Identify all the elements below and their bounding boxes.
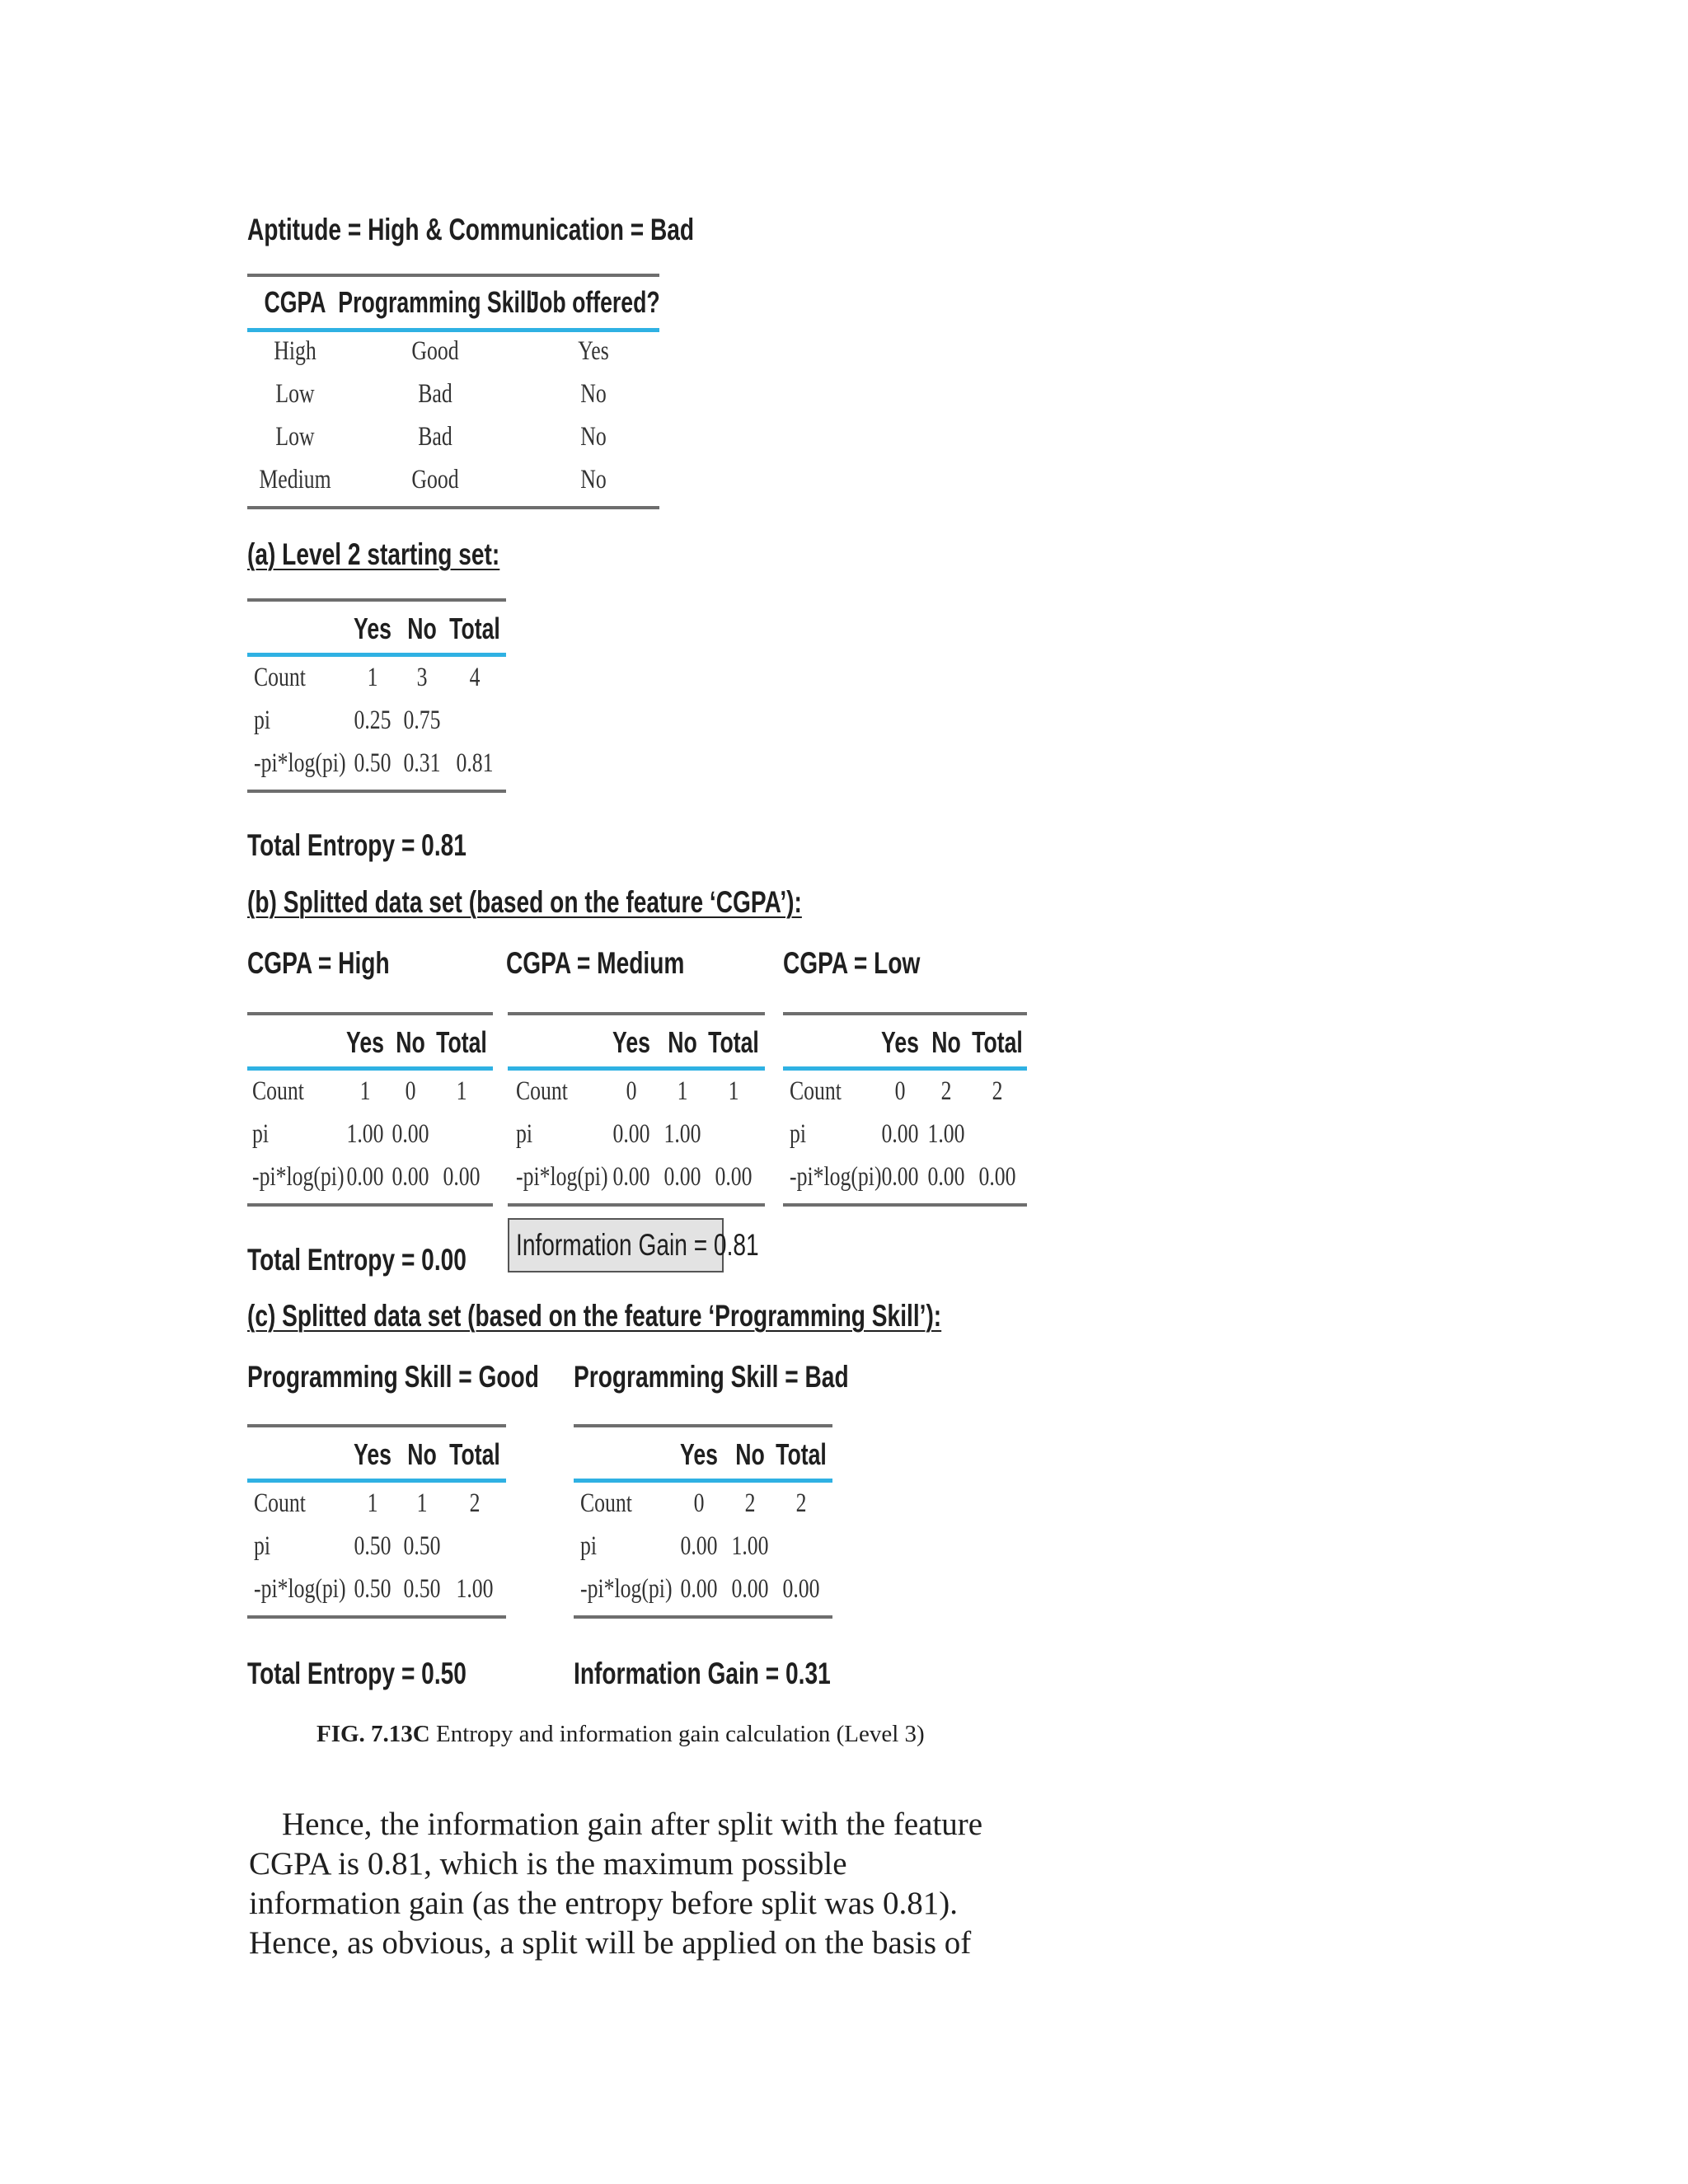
table-cell: 0.00 — [731, 1574, 769, 1604]
row-label-pi: pi — [790, 1119, 807, 1149]
table-cell: Low — [275, 422, 315, 452]
row-label-pi: pi — [580, 1531, 598, 1561]
table-cell: 1 — [359, 1076, 371, 1106]
row-label-count: Count — [790, 1076, 842, 1106]
cgpa-high-table — [247, 1012, 493, 1207]
col-header-yes: Yes — [346, 1025, 384, 1059]
row-label-entropy-term: -pi*log(pi) — [516, 1162, 608, 1192]
col-header-programming-skill: Programming Skill — [338, 285, 532, 319]
table-cell: Good — [411, 336, 459, 366]
row-label-entropy-term: -pi*log(pi) — [254, 748, 346, 778]
table-cell: 0.00 — [392, 1162, 429, 1192]
table-cell: High — [274, 336, 316, 366]
figure-caption-text: Entropy and information gain calculation (Level 3) — [429, 1721, 925, 1747]
table-cell: 0.25 — [354, 705, 392, 735]
col-header-total: Total — [972, 1025, 1023, 1059]
paragraph-line: Hence, as obvious, a split will be applied on the basis of — [249, 1925, 972, 1961]
table-cell: Good — [411, 465, 459, 494]
figure-number: FIG. 7.13C — [316, 1721, 430, 1747]
col-header-no: No — [668, 1025, 697, 1059]
skill-bad-title: Programming Skill = Bad — [574, 1360, 849, 1394]
table-cell: 0.00 — [612, 1162, 650, 1192]
table-cell: 0.00 — [927, 1162, 965, 1192]
row-label-pi: pi — [254, 705, 271, 735]
skill-good-table — [247, 1424, 506, 1619]
table-cell: 0.00 — [715, 1162, 753, 1192]
col-header-yes: Yes — [612, 1025, 650, 1059]
col-header-cgpa: CGPA — [264, 285, 326, 319]
row-label-count: Count — [580, 1488, 632, 1518]
table-cell: 0.00 — [663, 1162, 701, 1192]
section-a-label: (a) Level 2 starting set: — [247, 537, 500, 571]
col-header-yes: Yes — [354, 612, 392, 645]
cgpa-medium-title: CGPA = Medium — [506, 946, 685, 980]
col-header-no: No — [396, 1025, 425, 1059]
col-header-yes: Yes — [354, 1437, 392, 1471]
information-gain-box — [508, 1218, 759, 1272]
table-cell: 1 — [728, 1076, 739, 1106]
body-paragraph — [249, 1805, 1147, 1963]
figure-caption — [316, 1721, 925, 1748]
row-label-pi: pi — [252, 1119, 270, 1149]
col-header-total: Total — [449, 612, 500, 645]
col-header-no: No — [407, 612, 437, 645]
section-c-information-gain: Information Gain = 0.31 — [574, 1657, 831, 1690]
table-cell: 0.81 — [456, 748, 494, 778]
table-cell: 0.00 — [346, 1162, 384, 1192]
col-header-no: No — [735, 1437, 765, 1471]
row-label-count: Count — [516, 1076, 568, 1106]
col-header-total: Total — [449, 1437, 500, 1471]
cgpa-high-title: CGPA = High — [247, 946, 390, 980]
col-header-job-offered: Job offered? — [527, 285, 660, 319]
table-cell: 1.00 — [927, 1119, 965, 1149]
table-cell: No — [580, 422, 607, 452]
table-cell: 2 — [744, 1488, 756, 1518]
row-label-count: Count — [252, 1076, 304, 1106]
section-a-total-entropy: Total Entropy = 0.81 — [247, 828, 467, 862]
table-cell: No — [580, 379, 607, 409]
table-cell: Bad — [418, 379, 452, 409]
table-cell: 0.50 — [354, 1531, 392, 1561]
row-label-entropy-term: -pi*log(pi) — [580, 1574, 673, 1604]
table-cell: 0.75 — [403, 705, 441, 735]
col-header-total: Total — [708, 1025, 759, 1059]
paragraph-line: information gain (as the entropy before split was 0.81). — [249, 1886, 958, 1921]
information-gain-value: Information Gain = 0.81 — [516, 1228, 759, 1262]
col-header-total: Total — [436, 1025, 487, 1059]
section-b-total-entropy: Total Entropy = 0.00 — [247, 1243, 467, 1277]
table-cell: 1 — [416, 1488, 428, 1518]
table-cell: 0.50 — [354, 748, 392, 778]
table-cell: 0.00 — [881, 1119, 919, 1149]
table-cell: Yes — [578, 336, 609, 366]
table-cell: 2 — [795, 1488, 807, 1518]
figure-heading: Aptitude = High & Communication = Bad — [247, 213, 695, 246]
table-cell: 0.00 — [881, 1162, 919, 1192]
table-cell: 0.00 — [782, 1574, 820, 1604]
table-cell: 0.50 — [403, 1531, 441, 1561]
table-cell: 0.00 — [612, 1119, 650, 1149]
table-cell: 0 — [894, 1076, 906, 1106]
section-c-total-entropy: Total Entropy = 0.50 — [247, 1657, 467, 1690]
table-cell: 0.50 — [403, 1574, 441, 1604]
table-cell: Medium — [259, 465, 331, 494]
table-cell: 2 — [940, 1076, 952, 1106]
table-cell: 0 — [405, 1076, 416, 1106]
row-label-pi: pi — [254, 1531, 271, 1561]
paragraph-line: CGPA is 0.81, which is the maximum possible — [249, 1846, 847, 1882]
table-cell: 0 — [693, 1488, 705, 1518]
col-header-yes: Yes — [881, 1025, 919, 1059]
table-cell: 1.00 — [456, 1574, 494, 1604]
table-cell: 3 — [416, 663, 428, 692]
table-cell: 4 — [469, 663, 481, 692]
table-cell: 0.00 — [680, 1531, 718, 1561]
cgpa-medium-table — [508, 1012, 765, 1207]
paragraph-line: Hence, the information gain after split with the feature — [282, 1807, 983, 1842]
table-cell: 1 — [367, 1488, 378, 1518]
skill-bad-table — [574, 1424, 832, 1619]
table-cell: 1 — [456, 1076, 467, 1106]
table-cell: 0.00 — [680, 1574, 718, 1604]
col-header-total: Total — [776, 1437, 827, 1471]
table-cell: Bad — [418, 422, 452, 452]
row-label-entropy-term: -pi*log(pi) — [254, 1574, 346, 1604]
table-cell: 0.00 — [978, 1162, 1016, 1192]
row-label-entropy-term: -pi*log(pi) — [252, 1162, 345, 1192]
table-cell: 0.50 — [354, 1574, 392, 1604]
section-c-label: (c) Splitted data set (based on the feature ‘Programming Skill’): — [247, 1299, 942, 1333]
table-cell: Low — [275, 379, 315, 409]
section-a-table — [247, 598, 506, 793]
col-header-no: No — [407, 1437, 437, 1471]
section-b-label: (b) Splitted data set (based on the feature ‘CGPA’): — [247, 885, 802, 919]
table-cell: 1 — [367, 663, 378, 692]
table-cell: 0.31 — [403, 748, 441, 778]
table-cell: 1.00 — [346, 1119, 384, 1149]
cgpa-low-table — [783, 1012, 1027, 1207]
col-header-no: No — [931, 1025, 961, 1059]
table-cell: 0 — [626, 1076, 637, 1106]
table-cell: No — [580, 465, 607, 494]
row-label-count: Count — [254, 1488, 306, 1518]
table-cell: 1 — [677, 1076, 688, 1106]
table-cell: 1.00 — [731, 1531, 769, 1561]
table-cell: 0.00 — [392, 1119, 429, 1149]
table-cell: 0.00 — [443, 1162, 481, 1192]
col-header-yes: Yes — [680, 1437, 718, 1471]
main-data-table — [247, 274, 659, 509]
cgpa-low-title: CGPA = Low — [783, 946, 921, 980]
row-label-count: Count — [254, 663, 306, 692]
table-cell: 1.00 — [663, 1119, 701, 1149]
row-label-entropy-term: -pi*log(pi) — [790, 1162, 882, 1192]
row-label-pi: pi — [516, 1119, 533, 1149]
table-cell: 2 — [469, 1488, 481, 1518]
skill-good-title: Programming Skill = Good — [247, 1360, 539, 1394]
table-cell: 2 — [992, 1076, 1003, 1106]
